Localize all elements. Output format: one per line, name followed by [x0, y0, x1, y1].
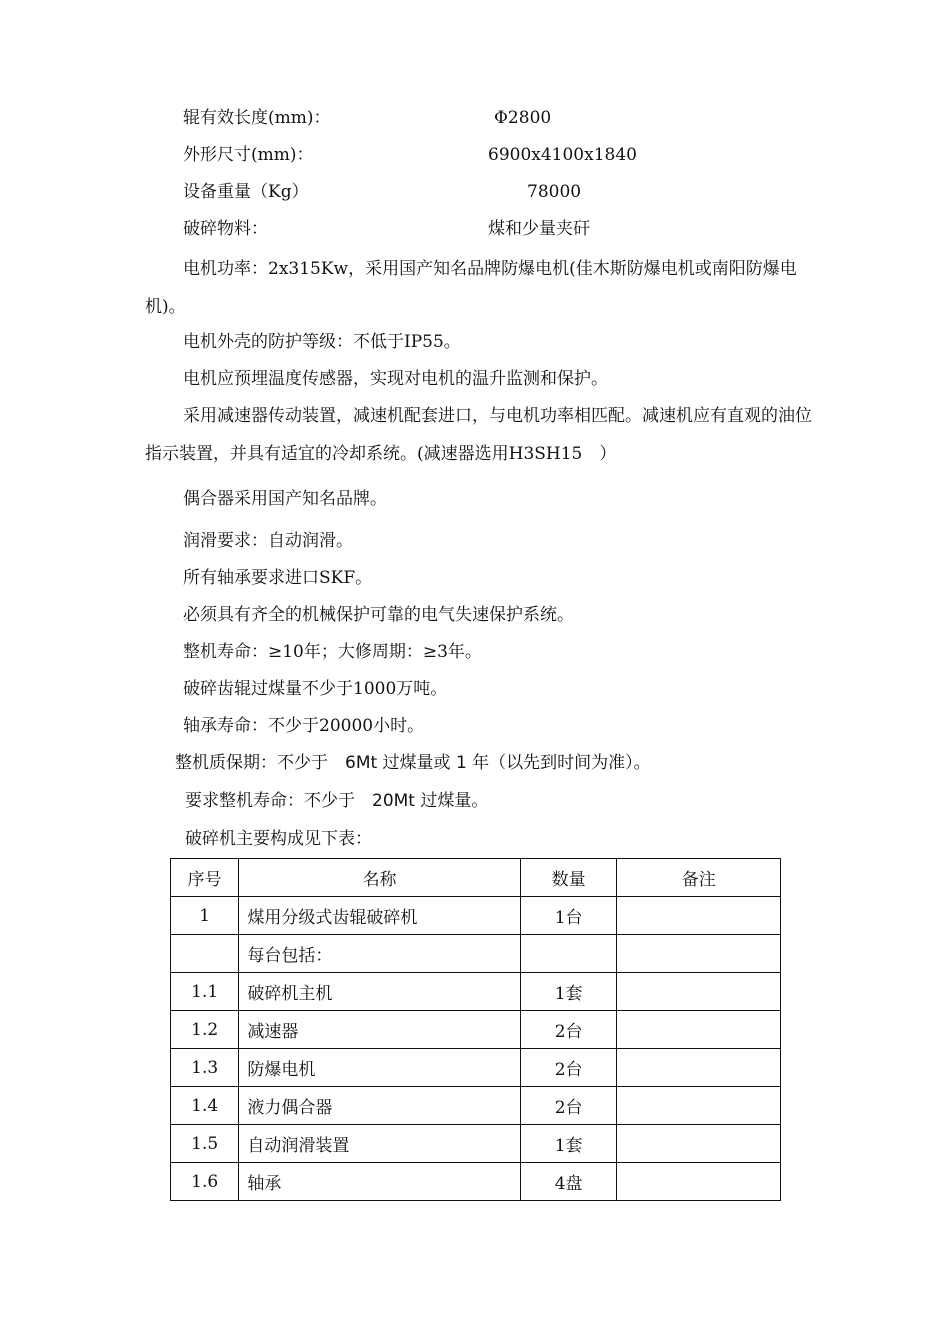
cell-quantity: 4盘 — [520, 1163, 617, 1201]
cell-remarks — [617, 935, 781, 973]
cell-number — [171, 935, 239, 973]
cell-name: 液力偶合器 — [239, 1087, 520, 1125]
spec-label: 破碎物料： — [183, 219, 268, 239]
cell-number: 1.5 — [171, 1125, 239, 1163]
cell-name: 破碎机主机 — [239, 973, 520, 1011]
cell-quantity: 1套 — [520, 1125, 617, 1163]
paragraph-temp-sensor: 电机应预埋温度传感器，实现对电机的温升监测和保护。 — [183, 369, 608, 389]
cell-number: 1.6 — [171, 1163, 239, 1201]
cell-number: 1 — [171, 897, 239, 935]
table-row — [171, 935, 781, 973]
spec-value: 煤和少量夹矸 — [488, 219, 590, 239]
spec-label: 设备重量（Kg） — [183, 182, 309, 202]
paragraph-life: 整机寿命：≥10年；大修周期：≥3年。 — [183, 642, 482, 662]
paragraph-motor-power: 电机功率：2x315Kw，采用国产知名品牌防爆电机(佳木斯防爆电机或南阳防爆电机)。 — [145, 259, 797, 317]
paragraph-throughput: 破碎齿辊过煤量不少于1000万吨。 — [183, 679, 448, 699]
cell-remarks — [617, 973, 781, 1011]
paragraph-coupler: 偶合器采用国产知名品牌。 — [183, 489, 387, 509]
cell-quantity: 1台 — [520, 897, 617, 935]
paragraph-bearings: 所有轴承要求进口SKF。 — [183, 568, 373, 588]
cell-remarks — [617, 1087, 781, 1125]
cell-remarks — [617, 1163, 781, 1201]
header-number: 序号 — [171, 859, 239, 897]
cell-remarks — [617, 1125, 781, 1163]
table-row — [171, 1011, 781, 1049]
cell-quantity — [520, 935, 617, 973]
components-table — [170, 858, 781, 1201]
cell-name: 自动润滑装置 — [239, 1125, 520, 1163]
cell-quantity: 2台 — [520, 1087, 617, 1125]
header-name: 名称 — [239, 859, 520, 897]
cell-name: 煤用分级式齿辊破碎机 — [239, 897, 520, 935]
paragraph-bearing-life: 轴承寿命：不少于20000小时。 — [183, 716, 425, 736]
cell-quantity: 2台 — [520, 1049, 617, 1087]
cell-number: 1.2 — [171, 1011, 239, 1049]
header-remarks: 备注 — [617, 859, 781, 897]
spec-value: 78000 — [527, 182, 582, 202]
cell-remarks — [617, 897, 781, 935]
cell-quantity: 2台 — [520, 1011, 617, 1049]
cell-name: 减速器 — [239, 1011, 520, 1049]
spec-value: Φ2800 — [494, 108, 552, 128]
cell-number: 1.1 — [171, 973, 239, 1011]
cell-remarks — [617, 1011, 781, 1049]
cell-name: 轴承 — [239, 1163, 520, 1201]
cell-remarks — [617, 1049, 781, 1087]
paragraph-reducer: 采用减速器传动装置，减速机配套进口，与电机功率相匹配。减速机应有直观的油位指示装置，并具有适宜的冷却系统。(减速器选用H3SH15 ） — [145, 406, 812, 464]
table-row — [171, 897, 781, 935]
table-row — [171, 1163, 781, 1201]
header-quantity: 数量 — [520, 859, 617, 897]
paragraph-safety: 必须具有齐全的机械保护可靠的电气失速保护系统。 — [183, 605, 574, 625]
table-row — [171, 1087, 781, 1125]
table-row — [171, 973, 781, 1011]
paragraph-required-life: 要求整机寿命：不少于 20Mt 过煤量。 — [185, 791, 489, 811]
table-row — [171, 1125, 781, 1163]
spec-value: 6900x4100x1840 — [488, 145, 637, 165]
cell-name: 防爆电机 — [239, 1049, 520, 1087]
cell-quantity: 1套 — [520, 973, 617, 1011]
spec-label: 外形尺寸(mm)： — [183, 145, 314, 165]
table-row — [171, 1049, 781, 1087]
paragraph-lubrication: 润滑要求：自动润滑。 — [183, 531, 353, 551]
spec-label: 辊有效长度(mm)： — [183, 108, 331, 128]
table-header-row — [171, 859, 781, 897]
cell-name: 每台包括： — [239, 935, 520, 973]
paragraph-warranty: 整机质保期：不少于 6Mt 过煤量或 1 年（以先到时间为准）。 — [175, 753, 651, 773]
cell-number: 1.3 — [171, 1049, 239, 1087]
paragraph-protection-level: 电机外壳的防护等级：不低于IP55。 — [183, 332, 461, 352]
cell-number: 1.4 — [171, 1087, 239, 1125]
paragraph-table-intro: 破碎机主要构成见下表： — [185, 829, 372, 849]
